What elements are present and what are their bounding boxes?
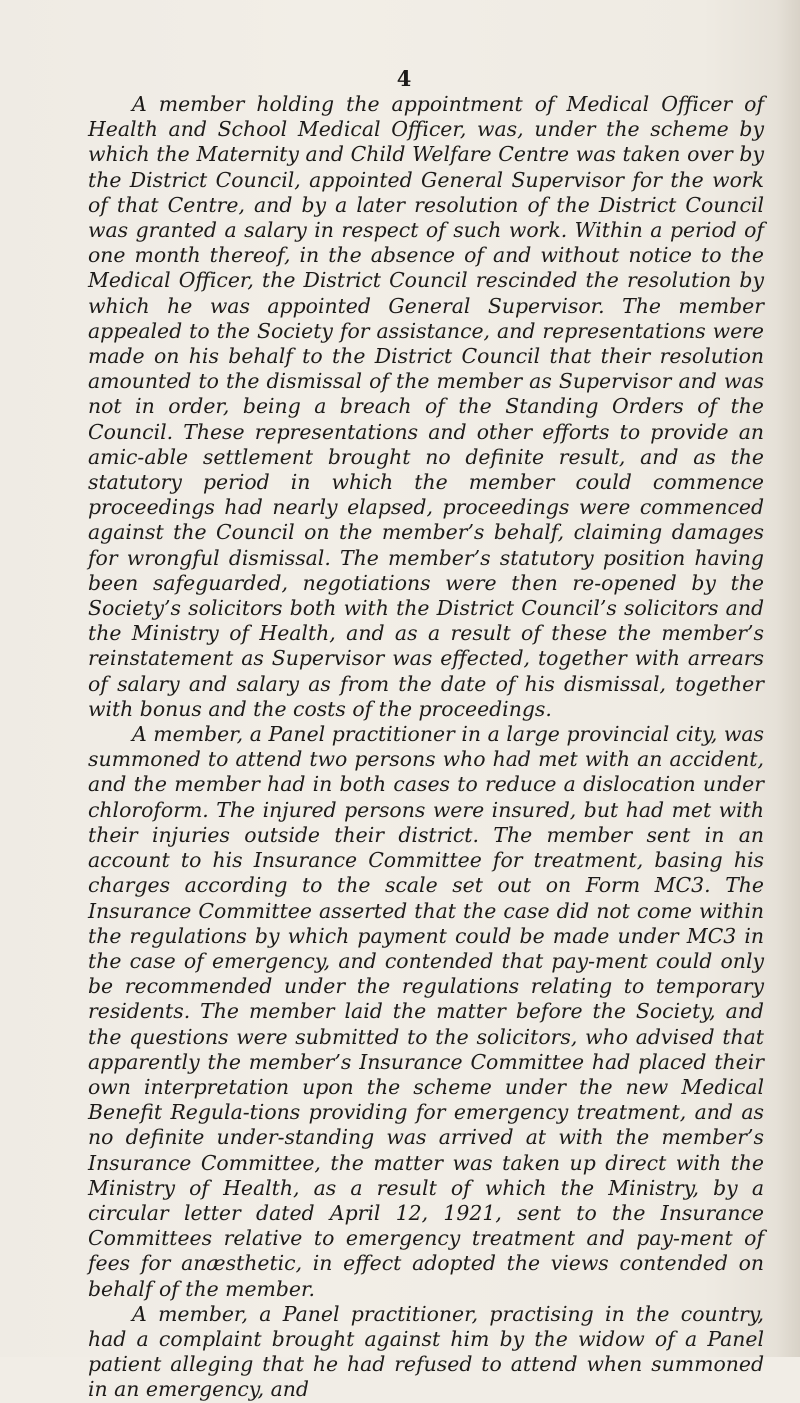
body-text (88, 92, 764, 1403)
paragraph-2: A member, a Panel practitioner in a large provincial city, was summoned to attend two persons who had met with an accident, and the member had in both cases to reduce a dislocation under chloroform. The injured persons were insured, but had met with their injuries outside their district. The member sent in an account to his Insurance Committee for treatment, basing his charges according to the scale set out on Form MC3. The Insurance Committee asserted that the case did not come within the regulations by which payment could be made under MC3 in the case of emergency, and contended that pay-ment could only be recommended under the regulations relating to temporary residents. The member laid the matter before the Society, and the questions were submitted to the solicitors, who advised that apparently the member’s Insurance Committee had placed their own interpretation upon the scheme under the new Medical Benefit Regula-tions providing for emergency treatment, and as no definite under-standing was arrived at with the member’s Insurance Committee, the matter was taken up direct with the Ministry of Health, as a result of which the Ministry, by a circular letter dated April 12, 1921, sent to the Insurance Committees relative to emergency treatment and pay-ment of fees for anæsthetic, in effect adopted the views contended on behalf of the member. (88, 722, 764, 1301)
paragraph-1: A member holding the appointment of Medical Officer of Health and School Medical Officer, was, under the scheme by which the Maternity and Child Welfare Centre was taken over by the District Council, appointed General Supervisor for the work of that Centre, and by a later resolution of the District Council was granted a salary in respect of such work. Within a period of one month thereof, in the absence of and without notice to the Medical Officer, the District Council rescinded the resolution by which he was appointed General Supervisor. The member appealed to the Society for assistance, and representations were made on his behalf to the District Council that their resolution amounted to the dismissal of the member as Supervisor and was not in order, being a breach of the Standing Orders of the Council. These representations and other efforts to provide an amic-able settlement brought no definite result, and as the statutory period in which the member could commence proceedings had nearly elapsed, proceedings were commenced against the Council on the member’s behalf, claiming damages for wrongful dismissal. The member’s statutory position having been safeguarded, negotiations were then re-opened by the Society’s solicitors both with the District Council’s solicitors and the Ministry of Health, and as a result of these the member’s reinstatement as Supervisor was effected, together with arrears of salary and salary as from the date of his dismissal, together with bonus and the costs of the proceedings. (88, 92, 764, 721)
page-number: 4 (396, 66, 412, 91)
paragraph-3: A member, a Panel practitioner, practising in the country, had a complaint brought against him by the widow of a Panel patient alleging that he had refused to attend when summoned in an emergency, and (88, 1301, 764, 1402)
